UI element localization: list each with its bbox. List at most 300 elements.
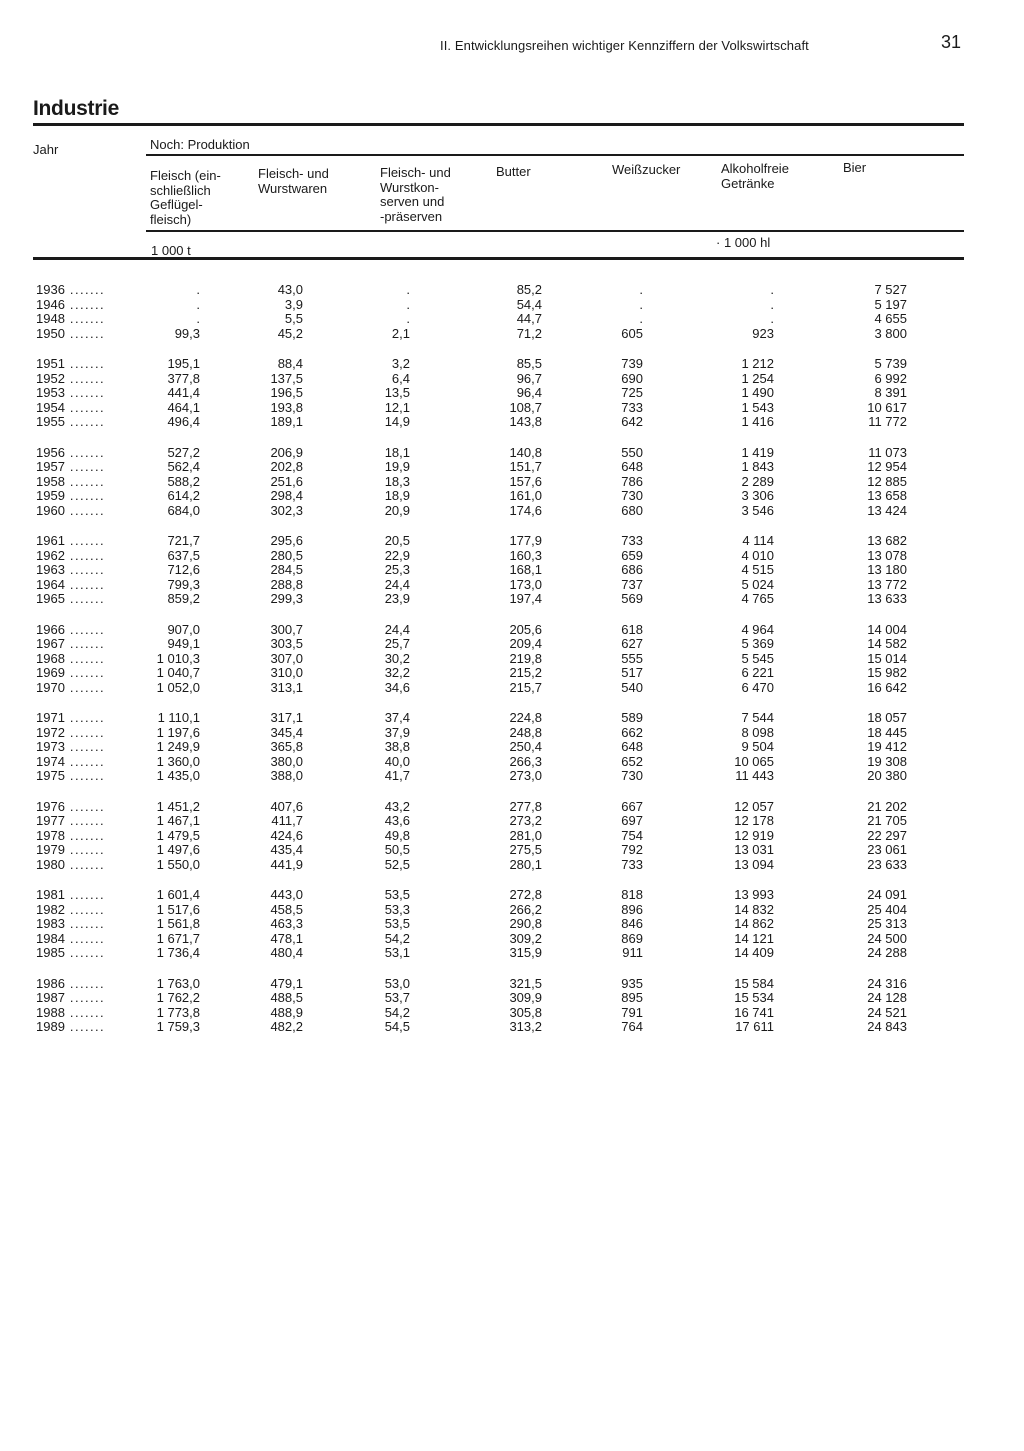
weisszucker-cell: 818 bbox=[621, 887, 643, 902]
weisszucker-cell: 869 bbox=[621, 930, 643, 946]
weisszucker-cell: 555 bbox=[621, 650, 643, 666]
year-cell bbox=[36, 769, 146, 784]
table-row bbox=[33, 460, 933, 475]
bier-cell: 3 800 bbox=[874, 325, 907, 341]
alkoholfreie-getraenke-cell: 11 443 bbox=[735, 768, 774, 783]
column-header-alkoholfreie-getraenke: Alkoholfreie Getränke bbox=[721, 161, 789, 191]
table-row bbox=[33, 563, 933, 578]
top-rule-thick bbox=[33, 123, 964, 126]
year-cell bbox=[36, 489, 146, 504]
fleisch-cell: 195,1 bbox=[167, 356, 200, 371]
alkoholfreie-getraenke-cell: 4 765 bbox=[741, 591, 774, 606]
fleisch-cell: . bbox=[196, 311, 200, 326]
alkoholfreie-getraenke-cell: 12 057 bbox=[734, 798, 774, 814]
year-cell bbox=[36, 386, 146, 401]
year-cell bbox=[36, 401, 146, 416]
year-cell bbox=[36, 1020, 146, 1035]
konserven-cell: 19,9 bbox=[384, 459, 410, 474]
dot-leader: ....... bbox=[64, 813, 106, 828]
weisszucker-cell: 517 bbox=[621, 665, 643, 680]
fleisch-cell: . bbox=[196, 296, 200, 312]
weisszucker-cell: 911 bbox=[622, 945, 643, 960]
page-number: 31 bbox=[941, 32, 962, 52]
alkoholfreie-getraenke-cell: 3 546 bbox=[741, 502, 774, 518]
year-column-header: Jahr bbox=[33, 142, 59, 157]
year-cell bbox=[36, 843, 146, 858]
bier-cell: 24 316 bbox=[867, 975, 907, 991]
dot-leader: ....... bbox=[64, 488, 106, 503]
bier-cell: 4 655 bbox=[874, 311, 907, 326]
fleisch-cell: 721,7 bbox=[167, 533, 200, 548]
butter-cell: 168,1 bbox=[509, 562, 542, 577]
fleisch-cell: 637,5 bbox=[167, 547, 200, 563]
year-cell bbox=[36, 755, 146, 770]
year-value: 1983 bbox=[36, 916, 65, 931]
fleisch-wurstwaren-cell: 189,1 bbox=[270, 414, 303, 429]
alkoholfreie-getraenke-cell: . bbox=[770, 282, 774, 297]
fleisch-wurstwaren-cell: 206,9 bbox=[270, 444, 303, 460]
bier-cell: 11 772 bbox=[868, 414, 907, 429]
bier-cell: 21 202 bbox=[867, 798, 907, 814]
weisszucker-cell: 605 bbox=[621, 325, 643, 341]
dot-leader: ....... bbox=[64, 650, 106, 666]
dot-leader: ....... bbox=[64, 325, 106, 341]
year-cell bbox=[36, 460, 146, 475]
table-row bbox=[33, 814, 933, 829]
butter-cell: 85,5 bbox=[516, 356, 542, 371]
year-value: 1984 bbox=[36, 930, 65, 946]
bier-cell: 24 128 bbox=[867, 990, 907, 1005]
konserven-cell: 22,9 bbox=[384, 547, 410, 563]
dot-leader: ....... bbox=[64, 547, 106, 563]
fleisch-wurstwaren-cell: 478,1 bbox=[270, 930, 303, 946]
bier-cell: 16 642 bbox=[867, 679, 907, 695]
dot-leader: ....... bbox=[64, 1004, 106, 1020]
fleisch-cell: 684,0 bbox=[167, 502, 200, 518]
year-value: 1975 bbox=[36, 768, 65, 783]
dot-leader: ....... bbox=[64, 710, 106, 725]
konserven-cell: 54,2 bbox=[384, 1004, 410, 1020]
alkoholfreie-getraenke-cell: 5 545 bbox=[741, 650, 774, 666]
table-row bbox=[33, 475, 933, 490]
dot-leader: ....... bbox=[64, 636, 106, 651]
weisszucker-cell: 662 bbox=[621, 724, 643, 740]
butter-cell: 157,6 bbox=[509, 473, 542, 489]
year-cell bbox=[36, 357, 146, 372]
unit-label-hectolitres: · 1 000 hl bbox=[716, 235, 771, 250]
alkoholfreie-getraenke-cell: 10 065 bbox=[734, 753, 774, 769]
alkoholfreie-getraenke-cell: 1 543 bbox=[741, 399, 774, 415]
weisszucker-cell: 652 bbox=[621, 753, 643, 769]
year-cell bbox=[36, 1006, 146, 1021]
dot-leader: ....... bbox=[64, 399, 106, 415]
bier-cell: 25 404 bbox=[867, 901, 907, 917]
butter-cell: 275,5 bbox=[509, 842, 542, 857]
butter-cell: 219,8 bbox=[509, 650, 542, 666]
table-row bbox=[33, 504, 933, 519]
year-value: 1961 bbox=[36, 533, 65, 548]
bier-cell: 23 061 bbox=[867, 842, 907, 857]
dot-leader: ....... bbox=[64, 296, 106, 312]
dot-leader: ....... bbox=[64, 385, 106, 400]
butter-cell: 140,8 bbox=[509, 444, 542, 460]
weisszucker-cell: 733 bbox=[621, 533, 643, 548]
dot-leader: ....... bbox=[64, 414, 106, 429]
butter-cell: 313,2 bbox=[509, 1019, 542, 1034]
fleisch-wurstwaren-cell: 380,0 bbox=[270, 753, 303, 769]
table-row bbox=[33, 386, 933, 401]
weisszucker-cell: 589 bbox=[621, 710, 643, 725]
fleisch-wurstwaren-cell: 407,6 bbox=[270, 798, 303, 814]
konserven-cell: 54,2 bbox=[384, 930, 410, 946]
konserven-cell: 18,1 bbox=[384, 444, 410, 460]
fleisch-wurstwaren-cell: 482,2 bbox=[270, 1019, 303, 1034]
table-row bbox=[33, 977, 933, 992]
year-value: 1952 bbox=[36, 370, 65, 386]
table-row bbox=[33, 592, 933, 607]
konserven-cell: 13,5 bbox=[384, 385, 410, 400]
alkoholfreie-getraenke-cell: 4 114 bbox=[742, 533, 774, 548]
alkoholfreie-getraenke-cell: 1 843 bbox=[741, 459, 774, 474]
year-value: 1960 bbox=[36, 502, 65, 518]
table-row bbox=[33, 652, 933, 667]
fleisch-wurstwaren-cell: 251,6 bbox=[270, 473, 303, 489]
butter-cell: 173,0 bbox=[509, 576, 542, 592]
table-row bbox=[33, 283, 933, 298]
dot-leader: ....... bbox=[64, 975, 106, 991]
butter-cell: 161,0 bbox=[509, 488, 542, 503]
konserven-cell: 40,0 bbox=[384, 753, 410, 769]
year-cell bbox=[36, 504, 146, 519]
weisszucker-cell: 667 bbox=[621, 798, 643, 814]
konserven-cell: 24,4 bbox=[384, 621, 410, 637]
fleisch-wurstwaren-cell: 284,5 bbox=[270, 562, 303, 577]
fleisch-wurstwaren-cell: 196,5 bbox=[270, 385, 303, 400]
dot-leader: ....... bbox=[64, 930, 106, 946]
year-cell bbox=[36, 888, 146, 903]
butter-cell: 174,6 bbox=[509, 502, 542, 518]
butter-cell: 85,2 bbox=[516, 282, 542, 297]
year-group bbox=[33, 800, 933, 873]
year-cell bbox=[36, 903, 146, 918]
alkoholfreie-getraenke-cell: 12 178 bbox=[734, 813, 774, 828]
bier-cell: 13 682 bbox=[867, 533, 907, 548]
year-cell bbox=[36, 637, 146, 652]
year-value: 1989 bbox=[36, 1019, 65, 1034]
fleisch-wurstwaren-cell: 317,1 bbox=[270, 710, 303, 725]
fleisch-wurstwaren-cell: 443,0 bbox=[270, 887, 303, 902]
table-row bbox=[33, 800, 933, 815]
year-value: 1936 bbox=[36, 282, 65, 297]
year-group bbox=[33, 534, 933, 607]
year-cell bbox=[36, 578, 146, 593]
table-row bbox=[33, 578, 933, 593]
table-row bbox=[33, 932, 933, 947]
dot-leader: ....... bbox=[64, 768, 106, 783]
weisszucker-cell: 659 bbox=[621, 547, 643, 563]
column-header-butter: Butter bbox=[496, 164, 531, 179]
fleisch-wurstwaren-cell: 307,0 bbox=[270, 650, 303, 666]
fleisch-cell: 1 197,6 bbox=[156, 724, 200, 740]
weisszucker-cell: 791 bbox=[621, 1004, 643, 1020]
year-cell bbox=[36, 917, 146, 932]
konserven-cell: 49,8 bbox=[384, 827, 410, 843]
butter-cell: 321,5 bbox=[509, 975, 542, 991]
butter-cell: 272,8 bbox=[509, 887, 542, 902]
bier-cell: 24 500 bbox=[867, 930, 907, 946]
weisszucker-cell: 697 bbox=[621, 813, 643, 828]
alkoholfreie-getraenke-cell: 923 bbox=[752, 325, 774, 341]
bier-cell: 8 391 bbox=[874, 385, 907, 400]
fleisch-cell: 496,4 bbox=[167, 414, 200, 429]
year-value: 1948 bbox=[36, 311, 65, 326]
fleisch-wurstwaren-cell: 458,5 bbox=[270, 901, 303, 917]
table-row bbox=[33, 755, 933, 770]
dot-leader: ....... bbox=[64, 502, 106, 518]
table-row bbox=[33, 681, 933, 696]
fleisch-cell: 1 040,7 bbox=[156, 665, 200, 680]
fleisch-cell: 859,2 bbox=[167, 591, 200, 606]
bier-cell: 13 658 bbox=[867, 488, 907, 503]
fleisch-cell: 1 759,3 bbox=[156, 1019, 200, 1034]
year-group bbox=[33, 283, 933, 341]
table-row bbox=[33, 534, 933, 549]
running-header: II. Entwicklungsreihen wichtiger Kennziffern der Volkswirtschaft bbox=[440, 38, 809, 53]
fleisch-cell: 907,0 bbox=[167, 621, 200, 637]
table-row bbox=[33, 357, 933, 372]
dot-leader: ....... bbox=[64, 679, 106, 695]
fleisch-wurstwaren-cell: 45,2 bbox=[277, 325, 303, 341]
weisszucker-cell: 648 bbox=[621, 739, 643, 754]
weisszucker-cell: 540 bbox=[621, 679, 643, 695]
fleisch-wurstwaren-cell: 280,5 bbox=[270, 547, 303, 563]
alkoholfreie-getraenke-cell: . bbox=[770, 296, 774, 312]
year-cell bbox=[36, 858, 146, 873]
konserven-cell: 20,5 bbox=[384, 533, 410, 548]
bier-cell: 11 073 bbox=[868, 444, 907, 460]
year-cell bbox=[36, 681, 146, 696]
year-value: 1951 bbox=[36, 356, 65, 371]
weisszucker-cell: 896 bbox=[621, 901, 643, 917]
fleisch-wurstwaren-cell: 479,1 bbox=[270, 975, 303, 991]
alkoholfreie-getraenke-cell: 1 212 bbox=[741, 356, 774, 371]
fleisch-wurstwaren-cell: 480,4 bbox=[270, 945, 303, 960]
butter-cell: 160,3 bbox=[509, 547, 542, 563]
fleisch-cell: 1 360,0 bbox=[156, 753, 200, 769]
year-cell bbox=[36, 726, 146, 741]
year-cell bbox=[36, 446, 146, 461]
butter-cell: 266,2 bbox=[509, 901, 542, 917]
production-table bbox=[33, 283, 933, 1051]
alkoholfreie-getraenke-cell: 1 254 bbox=[741, 370, 774, 386]
fleisch-wurstwaren-cell: 488,5 bbox=[270, 990, 303, 1005]
dot-leader: ....... bbox=[64, 459, 106, 474]
year-cell bbox=[36, 829, 146, 844]
fleisch-cell: 1 762,2 bbox=[156, 990, 200, 1005]
bier-cell: 13 180 bbox=[867, 562, 907, 577]
konserven-cell: 37,4 bbox=[384, 710, 410, 725]
bier-cell: 24 288 bbox=[867, 945, 907, 960]
konserven-cell: 25,7 bbox=[384, 636, 410, 651]
year-value: 1988 bbox=[36, 1004, 65, 1020]
fleisch-cell: 1 561,8 bbox=[156, 916, 200, 931]
year-value: 1965 bbox=[36, 591, 65, 606]
weisszucker-cell: 627 bbox=[621, 636, 643, 651]
butter-cell: 215,2 bbox=[509, 665, 542, 680]
table-row bbox=[33, 401, 933, 416]
alkoholfreie-getraenke-cell: 12 919 bbox=[734, 827, 774, 843]
year-cell bbox=[36, 372, 146, 387]
table-row bbox=[33, 903, 933, 918]
fleisch-cell: 1 451,2 bbox=[156, 798, 200, 814]
year-cell bbox=[36, 475, 146, 490]
year-cell bbox=[36, 652, 146, 667]
year-cell bbox=[36, 711, 146, 726]
dot-leader: ....... bbox=[64, 945, 106, 960]
fleisch-cell: 1 517,6 bbox=[156, 901, 200, 917]
weisszucker-cell: 730 bbox=[621, 488, 643, 503]
alkoholfreie-getraenke-cell: 14 121 bbox=[734, 930, 774, 946]
dot-leader: ....... bbox=[64, 990, 106, 1005]
butter-cell: 315,9 bbox=[509, 945, 542, 960]
weisszucker-cell: . bbox=[639, 282, 643, 297]
alkoholfreie-getraenke-cell: 2 289 bbox=[741, 473, 774, 489]
alkoholfreie-getraenke-cell: 4 515 bbox=[741, 562, 774, 577]
dot-leader: ....... bbox=[64, 724, 106, 740]
year-cell bbox=[36, 800, 146, 815]
year-value: 1954 bbox=[36, 399, 65, 415]
bier-cell: 13 772 bbox=[867, 576, 907, 592]
year-value: 1959 bbox=[36, 488, 65, 503]
year-value: 1950 bbox=[36, 325, 65, 341]
bier-cell: 24 521 bbox=[867, 1004, 907, 1020]
weisszucker-cell: 550 bbox=[621, 444, 643, 460]
butter-cell: 250,4 bbox=[509, 739, 542, 754]
butter-cell: 151,7 bbox=[509, 459, 542, 474]
alkoholfreie-getraenke-cell: 14 862 bbox=[734, 916, 774, 931]
year-value: 1970 bbox=[36, 679, 65, 695]
fleisch-cell: 799,3 bbox=[167, 576, 200, 592]
fleisch-cell: 949,1 bbox=[167, 636, 200, 651]
butter-cell: 309,9 bbox=[509, 990, 542, 1005]
fleisch-wurstwaren-cell: 313,1 bbox=[270, 679, 303, 695]
year-cell bbox=[36, 666, 146, 681]
group-rule bbox=[146, 154, 964, 156]
dot-leader: ....... bbox=[64, 665, 106, 680]
bier-cell: 19 308 bbox=[867, 753, 907, 769]
year-cell bbox=[36, 563, 146, 578]
konserven-cell: 6,4 bbox=[391, 370, 410, 386]
fleisch-wurstwaren-cell: 310,0 bbox=[270, 665, 303, 680]
konserven-cell: 12,1 bbox=[384, 399, 410, 415]
table-row bbox=[33, 623, 933, 638]
table-row bbox=[33, 298, 933, 313]
dot-leader: ....... bbox=[64, 444, 106, 460]
fleisch-cell: 614,2 bbox=[167, 488, 200, 503]
konserven-cell: 38,8 bbox=[384, 739, 410, 754]
bier-cell: 12 954 bbox=[867, 459, 907, 474]
unit-label-tonnes: 1 000 t bbox=[151, 243, 191, 258]
alkoholfreie-getraenke-cell: 7 544 bbox=[741, 710, 774, 725]
table-row bbox=[33, 372, 933, 387]
year-value: 1973 bbox=[36, 739, 65, 754]
unit-label-hectolitres-text: 1 000 hl bbox=[723, 235, 771, 250]
table-row bbox=[33, 1006, 933, 1021]
konserven-cell: 53,7 bbox=[384, 990, 410, 1005]
fleisch-wurstwaren-cell: 298,4 bbox=[270, 488, 303, 503]
alkoholfreie-getraenke-cell: 15 534 bbox=[734, 990, 774, 1005]
table-row bbox=[33, 829, 933, 844]
year-value: 1986 bbox=[36, 975, 65, 991]
dot-leader: ....... bbox=[64, 827, 106, 843]
konserven-cell: 43,2 bbox=[384, 798, 410, 814]
alkoholfreie-getraenke-cell: 6 470 bbox=[741, 679, 774, 695]
weisszucker-cell: 618 bbox=[621, 621, 643, 637]
year-value: 1968 bbox=[36, 650, 65, 666]
fleisch-cell: 1 479,5 bbox=[156, 827, 200, 843]
year-cell bbox=[36, 534, 146, 549]
alkoholfreie-getraenke-cell: 1 416 bbox=[741, 414, 774, 429]
fleisch-cell: 1 110,1 bbox=[157, 710, 200, 725]
year-cell bbox=[36, 312, 146, 327]
alkoholfreie-getraenke-cell: 13 031 bbox=[734, 842, 774, 857]
butter-cell: 290,8 bbox=[509, 916, 542, 931]
alkoholfreie-getraenke-cell: 13 993 bbox=[734, 887, 774, 902]
weisszucker-cell: 730 bbox=[621, 768, 643, 783]
table-row bbox=[33, 726, 933, 741]
alkoholfreie-getraenke-cell: 15 584 bbox=[734, 975, 774, 991]
butter-cell: 277,8 bbox=[509, 798, 542, 814]
konserven-cell: 54,5 bbox=[384, 1019, 410, 1034]
table-row bbox=[33, 1020, 933, 1035]
dot-leader: ....... bbox=[64, 311, 106, 326]
butter-cell: 273,2 bbox=[509, 813, 542, 828]
konserven-cell: 32,2 bbox=[384, 665, 410, 680]
table-row bbox=[33, 917, 933, 932]
year-cell bbox=[36, 932, 146, 947]
year-value: 1967 bbox=[36, 636, 65, 651]
year-value: 1957 bbox=[36, 459, 65, 474]
weisszucker-cell: . bbox=[639, 311, 643, 326]
year-cell bbox=[36, 740, 146, 755]
fleisch-cell: . bbox=[196, 282, 200, 297]
fleisch-cell: 1 550,0 bbox=[156, 856, 200, 872]
butter-cell: 309,2 bbox=[509, 930, 542, 946]
year-group bbox=[33, 888, 933, 961]
bier-cell: 20 380 bbox=[867, 768, 907, 783]
alkoholfreie-getraenke-cell: 13 094 bbox=[734, 856, 774, 872]
year-group bbox=[33, 711, 933, 784]
year-value: 1971 bbox=[36, 710, 65, 725]
weisszucker-cell: 686 bbox=[621, 562, 643, 577]
table-row bbox=[33, 858, 933, 873]
dot-leader: ....... bbox=[64, 621, 106, 637]
year-group bbox=[33, 357, 933, 430]
dot-leader: ....... bbox=[64, 798, 106, 814]
dot-leader: ....... bbox=[64, 370, 106, 386]
dot-leader: ....... bbox=[64, 856, 106, 872]
alkoholfreie-getraenke-cell: 1 490 bbox=[741, 385, 774, 400]
fleisch-wurstwaren-cell: 488,9 bbox=[270, 1004, 303, 1020]
fleisch-cell: 1 736,4 bbox=[156, 945, 200, 960]
table-row bbox=[33, 769, 933, 784]
year-group bbox=[33, 623, 933, 696]
alkoholfreie-getraenke-cell: 16 741 bbox=[734, 1004, 774, 1020]
fleisch-wurstwaren-cell: 345,4 bbox=[270, 724, 303, 740]
year-value: 1976 bbox=[36, 798, 65, 814]
konserven-cell: 50,5 bbox=[384, 842, 410, 857]
butter-cell: 143,8 bbox=[509, 414, 542, 429]
